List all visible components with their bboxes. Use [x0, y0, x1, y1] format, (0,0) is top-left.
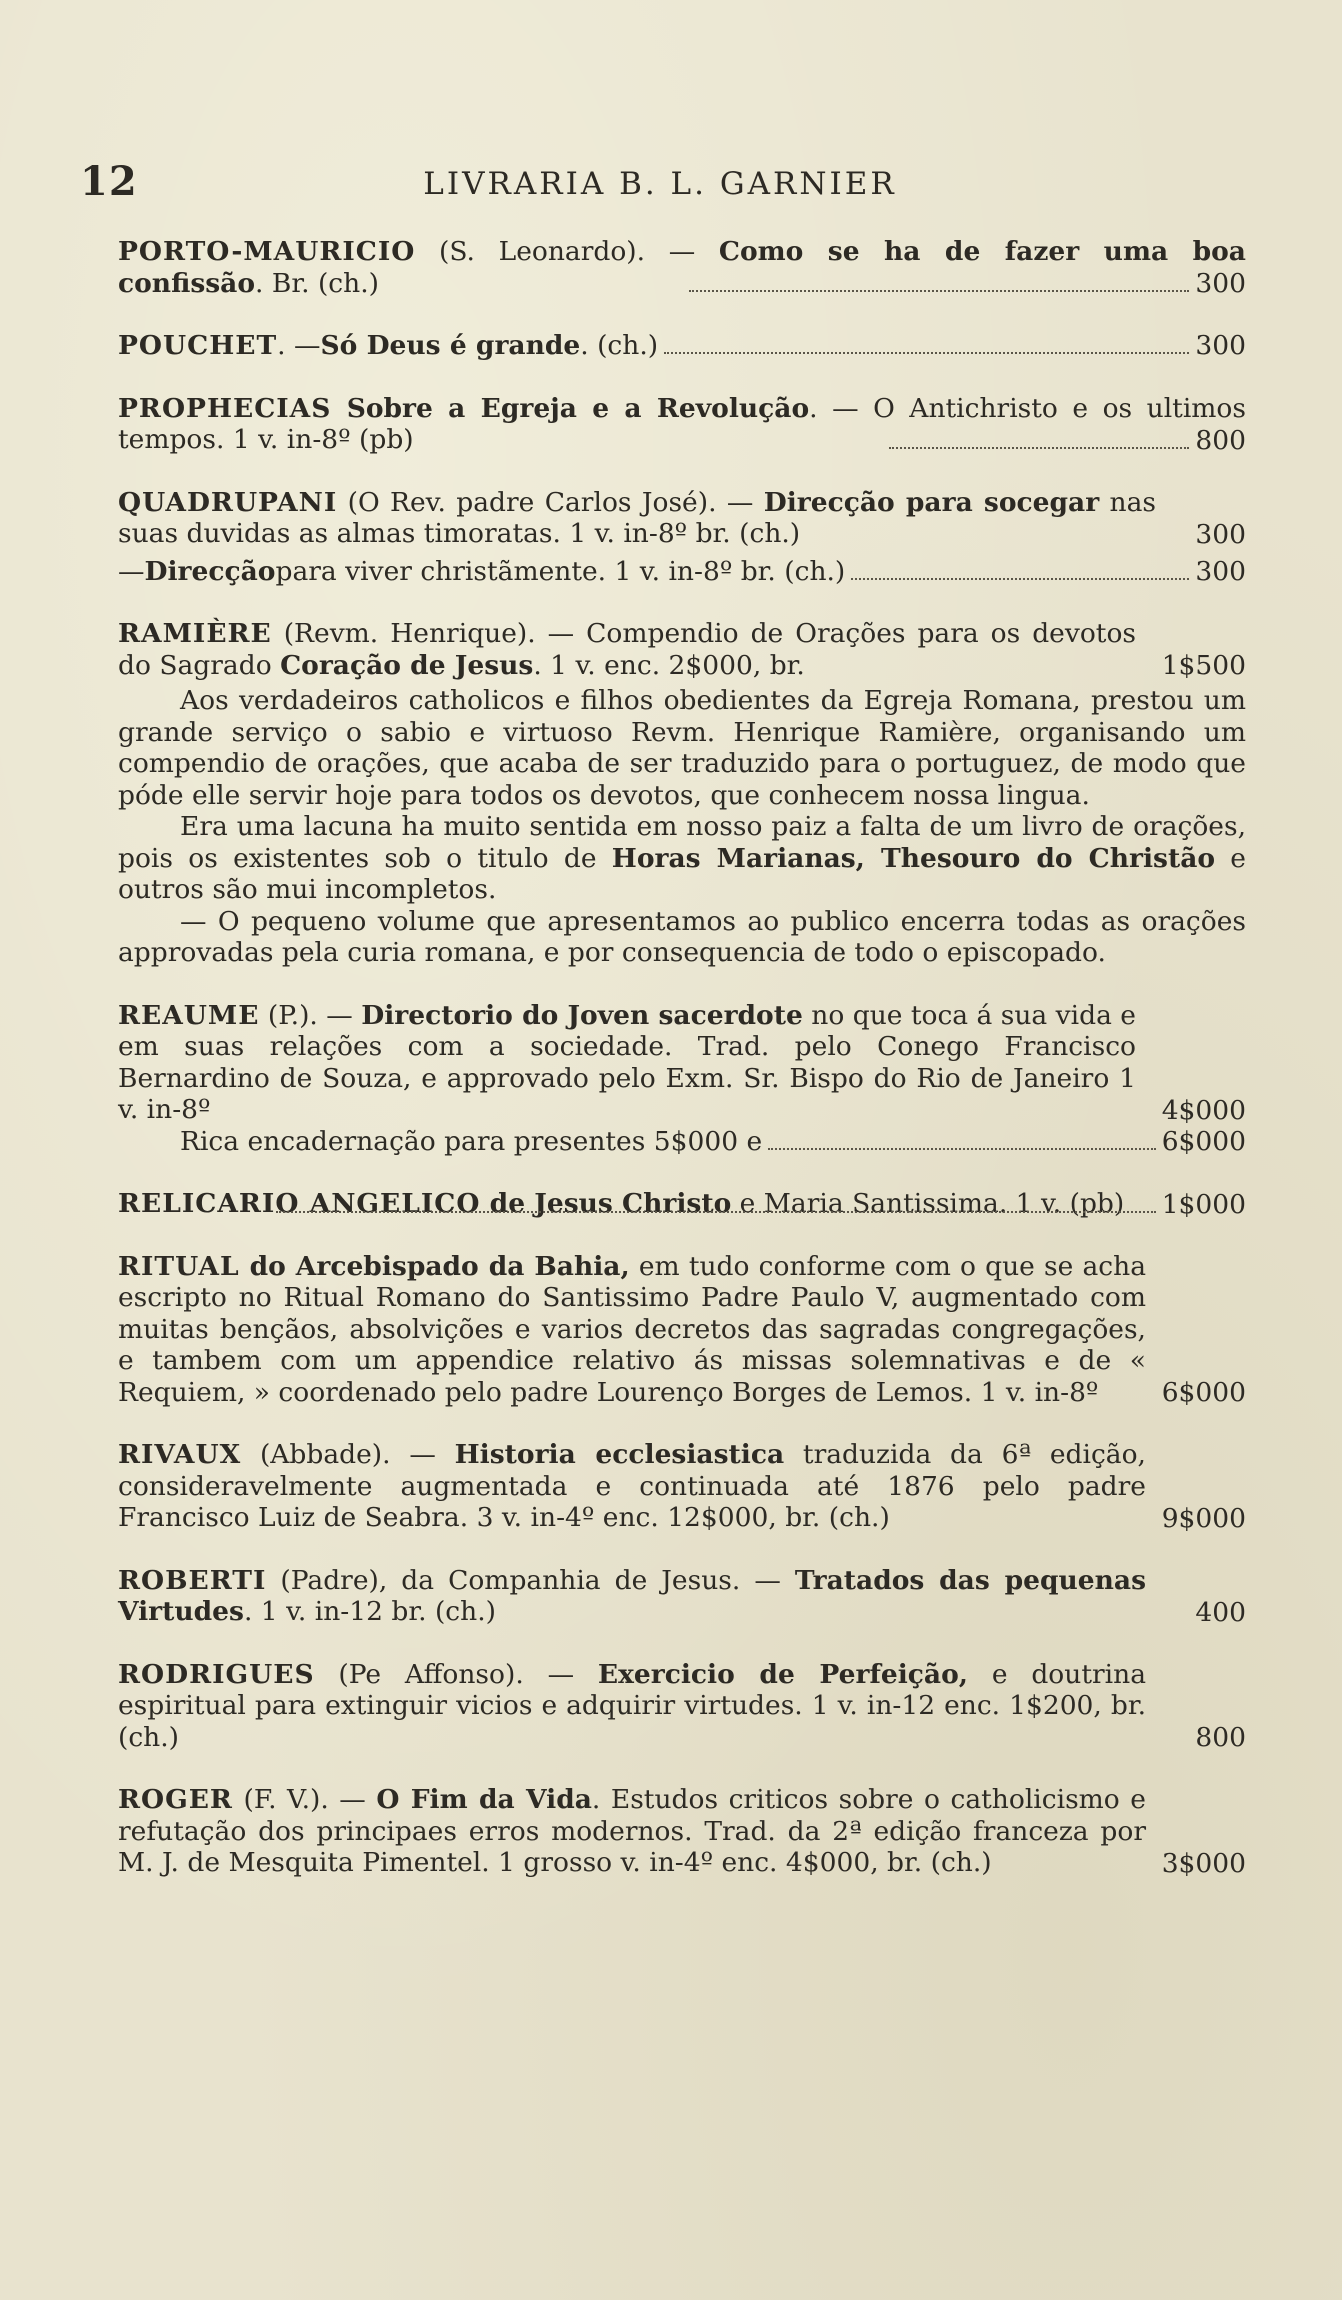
running-head: LIVRARIA B. L. GARNIER — [423, 166, 897, 202]
entry-text-part: para viver christãmente. 1 v. in-8º br. (ch.) — [275, 555, 846, 587]
entry-prophecias — [118, 393, 1246, 456]
entry-quadrupani — [118, 487, 1246, 550]
entry-price: 300 — [1195, 518, 1246, 550]
entry-text-part: . Estudos criticos sobre o catholicismo e refutação dos principaes erros modernos. Trad. da 2ª edição franceza por M. J. de Mesquita Pimentel. 1 grosso v. in-4º enc. 4$000, br. (ch.) — [118, 1784, 1146, 1878]
price-line — [118, 556, 1246, 588]
entry-title: Coração de Jesus — [280, 649, 534, 681]
entry-ritual — [118, 1251, 1246, 1409]
entry-title: Direcção para socegar — [763, 486, 1100, 518]
entry-roger — [118, 1784, 1246, 1879]
entry-price: 3$000 — [1161, 1847, 1246, 1879]
catalogue-entries — [118, 236, 1246, 1910]
entry-author: REAUME — [118, 999, 260, 1031]
entry-text-part: . — — [277, 330, 321, 361]
dot-leader — [851, 578, 1189, 580]
entry-price: 800 — [1195, 1722, 1246, 1753]
entry-rodrigues — [118, 1659, 1246, 1754]
entry-text-part: . (ch.) — [580, 330, 659, 361]
entry-text-part: (O Rev. padre Carlos José). — — [337, 486, 764, 518]
entry-title: O Fim da Vida — [376, 1784, 592, 1815]
entry-author: RODRIGUES — [118, 1658, 315, 1690]
entry-price: 300 — [1195, 268, 1246, 299]
entry-text-part: nas suas duvidas as almas timoratas. 1 v. in-8º br. (ch.) — [118, 486, 1157, 549]
entry-text-part: . — O Antichristo e os ultimos tempos. 1 v. in-8º (pb) — [118, 392, 1246, 455]
entry-author: RIVAUX — [118, 1439, 242, 1470]
entry-rivaux — [118, 1439, 1246, 1534]
entry-title: Directorio do Joven sacerdote — [361, 999, 803, 1031]
entry-text-part: (S. Leonardo). — — [415, 236, 719, 267]
entry-text-part: (P.). — — [259, 999, 362, 1031]
page-header — [76, 158, 1244, 208]
entry-price: 1$500 — [1161, 650, 1246, 681]
entry-price: 800 — [1195, 424, 1246, 456]
entry-quadrupani-2 — [118, 556, 1246, 588]
entry-title: Sobre a Egreja e a Revolução — [331, 392, 810, 424]
entry-text — [118, 1188, 1246, 1220]
entry-title: de Jesus Christo — [480, 1188, 732, 1219]
entry-author: PORTO-MAURICIO — [118, 236, 416, 267]
entry-author: RAMIÈRE — [118, 618, 272, 649]
entry-price: 6$000 — [1161, 1377, 1246, 1408]
entry-author: POUCHET — [118, 330, 278, 361]
entry-text-part: no que toca á sua vida e em suas relações com a sociedade. Trad. pelo Conego Francisco Bernardino de Souza, e approvado pelo Exm. Sr. Bispo do Rio de Janeiro 1 v. in-8º — [118, 999, 1136, 1125]
entry-title: Historia ecclesiastica — [454, 1439, 785, 1470]
entry-title: Como se ha de fazer uma boa confissão — [118, 236, 1246, 299]
entry-price: 300 — [1195, 555, 1246, 587]
entry-roberti — [118, 1565, 1246, 1628]
entry-author: QUADRUPANI — [118, 486, 338, 518]
entry-text-part: (Padre), da Companhia de Jesus. — — [266, 1564, 795, 1596]
entry-title: Tratados das pequenas Virtudes — [118, 1564, 1146, 1627]
entry-price: 400 — [1195, 1596, 1246, 1628]
entry-text-part: . 1 v. in-12 br. (ch.) — [243, 1596, 496, 1627]
entry-text-part: (Revm. Henrique). — Compendio de Orações para os devotos do Sagrado — [118, 618, 1136, 681]
entry-title: Horas Marianas, Thesouro do Christão — [611, 842, 1216, 874]
entry-price: 1$000 — [1161, 1188, 1246, 1220]
entry-author: PROPHECIAS — [118, 392, 332, 424]
entry-author: ROGER — [118, 1784, 233, 1815]
price-line — [118, 1126, 1246, 1158]
entry-author: RELICARIO ANGELICO — [118, 1188, 481, 1219]
dot-leader — [664, 352, 1189, 354]
entry-author: ROBERTI — [118, 1564, 267, 1596]
entry-text-part: traduzida da 6ª edição, consideravelmente augmentada e continuada até 1876 pelo padre Francisco Luiz de Seabra. 3 v. in-4º enc. 12$000, br. (ch.) — [118, 1439, 1146, 1533]
entry-price: 9$000 — [1161, 1502, 1246, 1534]
page-number: 12 — [80, 158, 138, 205]
entry-text-part: Rica encadernação para presentes 5$000 e — [180, 1125, 763, 1157]
price-line — [118, 330, 1246, 362]
entry-relicario — [118, 1188, 1246, 1220]
dot-leader — [276, 1211, 1156, 1213]
entry-text-part: . 1 v. enc. 2$000, br. — [533, 649, 805, 681]
entry-text-part: — — [118, 555, 145, 587]
entry-ramiere — [118, 618, 1246, 969]
entry-text-part: . Br. (ch.) — [255, 267, 379, 299]
dot-leader — [689, 290, 1189, 292]
entry-porto-mauricio — [118, 236, 1246, 299]
entry-description: — O pequeno volume que apresentamos ao publico encerra todas as orações approvadas pela curia romana, e por consequencia de todo o episcopado. — [118, 905, 1246, 968]
entry-price: 6$000 — [1161, 1125, 1246, 1157]
entry-text — [118, 1251, 1246, 1409]
price-line — [118, 1722, 1246, 1753]
entry-title: do Arcebispado da Bahia, — [239, 1250, 630, 1282]
entry-reaume — [118, 1000, 1246, 1158]
dot-leader — [889, 447, 1189, 449]
entry-title: Só Deus é grande — [320, 330, 581, 361]
entry-text-part: Era uma lacuna ha muito sentida em nosso paiz a falta de um livro de orações, pois os existentes sob o titulo de — [118, 811, 1246, 874]
price-line — [118, 1095, 1246, 1126]
entry-author: RITUAL — [118, 1250, 240, 1282]
entry-text-part: em tudo conforme com o que se acha escripto no Ritual Romano do Santissimo Padre Paulo V, augmentado com muitas bençãos, absolvições e varios decretos das sagradas congregações, e tambem com um appendice relativo ás missas solemnativas e de « Requiem, » coordenado pelo padre Lourenço Borges de Lemos. 1 v. in-8º — [118, 1250, 1146, 1408]
entry-title: Direcção — [144, 555, 276, 587]
entry-description: Aos verdadeiros catholicos e filhos obedientes da Egreja Romana, prestou um grande serviço o sabio e virtuoso Revm. Henrique Ramière, organisando um compendio de orações, que acaba de ser traduzido para o portuguez, de modo que póde elle servir hoje para todos os devotos, que conhecem nossa lingua. — [118, 685, 1246, 811]
entry-text-part: (F. V.). — — [232, 1784, 377, 1815]
entry-price: 4$000 — [1161, 1094, 1246, 1126]
entry-description — [118, 811, 1246, 906]
entry-text-part: e doutrina espiritual para extinguir vicios e adquirir virtudes. 1 v. in-12 enc. 1$200, br. (ch.) — [118, 1658, 1146, 1753]
entry-pouchet — [118, 330, 1246, 362]
entry-text-part: (Abbade). — — [241, 1439, 455, 1470]
dot-leader — [768, 1148, 1156, 1150]
entry-text-part: e outros são mui incompletos. — [118, 842, 1246, 905]
entry-title: Exercicio de Perfeição, — [597, 1658, 969, 1690]
entry-text-part: (Pe Affonso). — — [314, 1658, 598, 1690]
entry-text-part: e Maria Santissima. 1 v. (pb) — [731, 1188, 1125, 1219]
entry-price: 300 — [1195, 330, 1246, 361]
